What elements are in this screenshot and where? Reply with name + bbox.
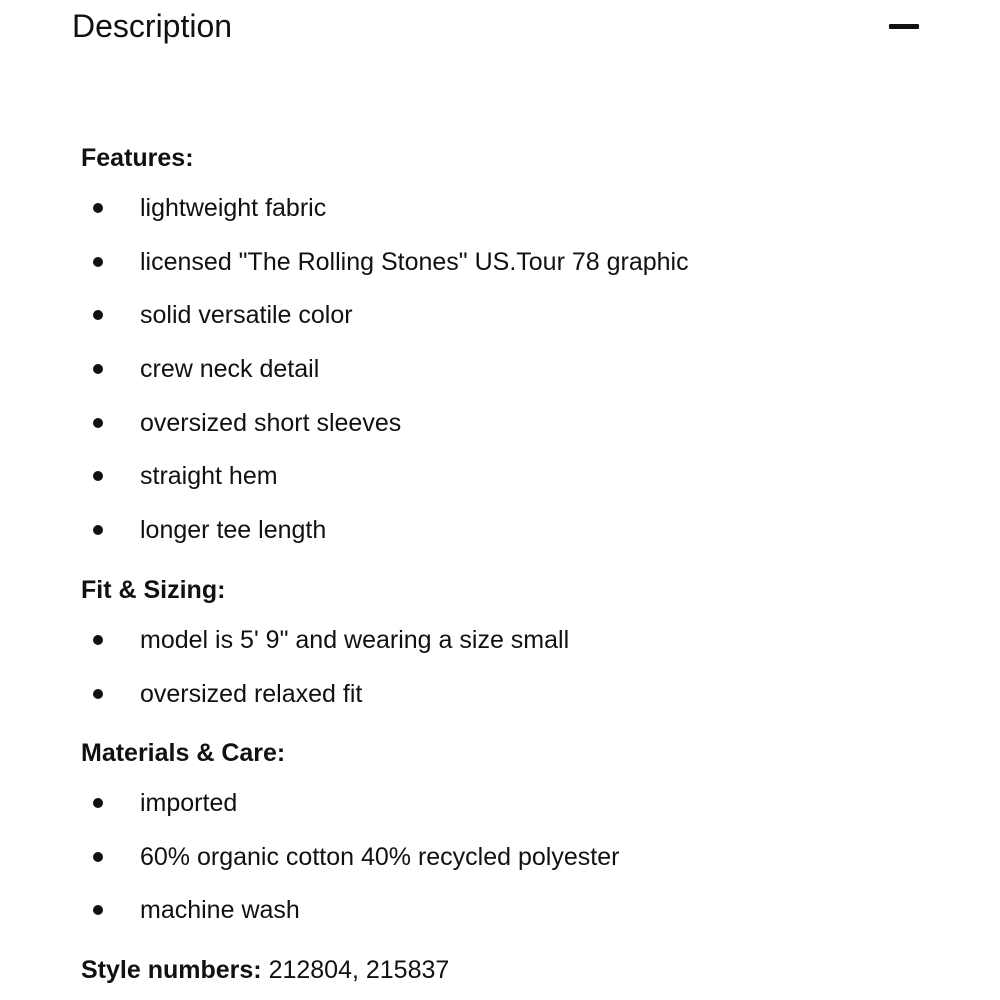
list-item: crew neck detail — [0, 353, 900, 407]
bullet-icon — [93, 905, 103, 915]
materials-care-list — [0, 787, 900, 948]
materials-care-heading: Materials & Care: — [81, 739, 286, 767]
list-item: imported — [0, 787, 900, 841]
fit-sizing-heading: Fit & Sizing: — [81, 576, 226, 604]
list-item: licensed "The Rolling Stones" US.Tour 78 graphic — [0, 246, 900, 300]
list-item: solid versatile color — [0, 299, 900, 353]
bullet-icon — [93, 635, 103, 645]
bullet-icon — [93, 257, 103, 267]
features-list — [0, 192, 900, 568]
bullet-icon — [93, 798, 103, 808]
list-item: straight hem — [0, 460, 900, 514]
list-item: longer tee length — [0, 514, 900, 568]
list-item: lightweight fabric — [0, 192, 900, 246]
style-numbers-value: 212804, 215837 — [268, 956, 450, 984]
list-item: oversized short sleeves — [0, 407, 900, 461]
style-numbers — [81, 954, 449, 986]
bullet-icon — [93, 689, 103, 699]
bullet-icon — [93, 852, 103, 862]
features-heading: Features: — [81, 144, 194, 172]
bullet-icon — [93, 364, 103, 374]
bullet-icon — [93, 525, 103, 535]
bullet-icon — [93, 310, 103, 320]
accordion-title: Description — [72, 8, 233, 44]
bullet-icon — [93, 203, 103, 213]
bullet-icon — [93, 418, 103, 428]
minus-icon[interactable] — [889, 24, 919, 29]
list-item: model is 5' 9" and wearing a size small — [0, 624, 900, 678]
bullet-icon — [93, 471, 103, 481]
style-numbers-label: Style numbers: — [81, 956, 262, 984]
fit-sizing-list — [0, 624, 900, 731]
accordion-header[interactable] — [0, 0, 1000, 56]
list-item: 60% organic cotton 40% recycled polyester — [0, 841, 900, 895]
list-item: oversized relaxed fit — [0, 678, 900, 732]
list-item: machine wash — [0, 894, 900, 948]
